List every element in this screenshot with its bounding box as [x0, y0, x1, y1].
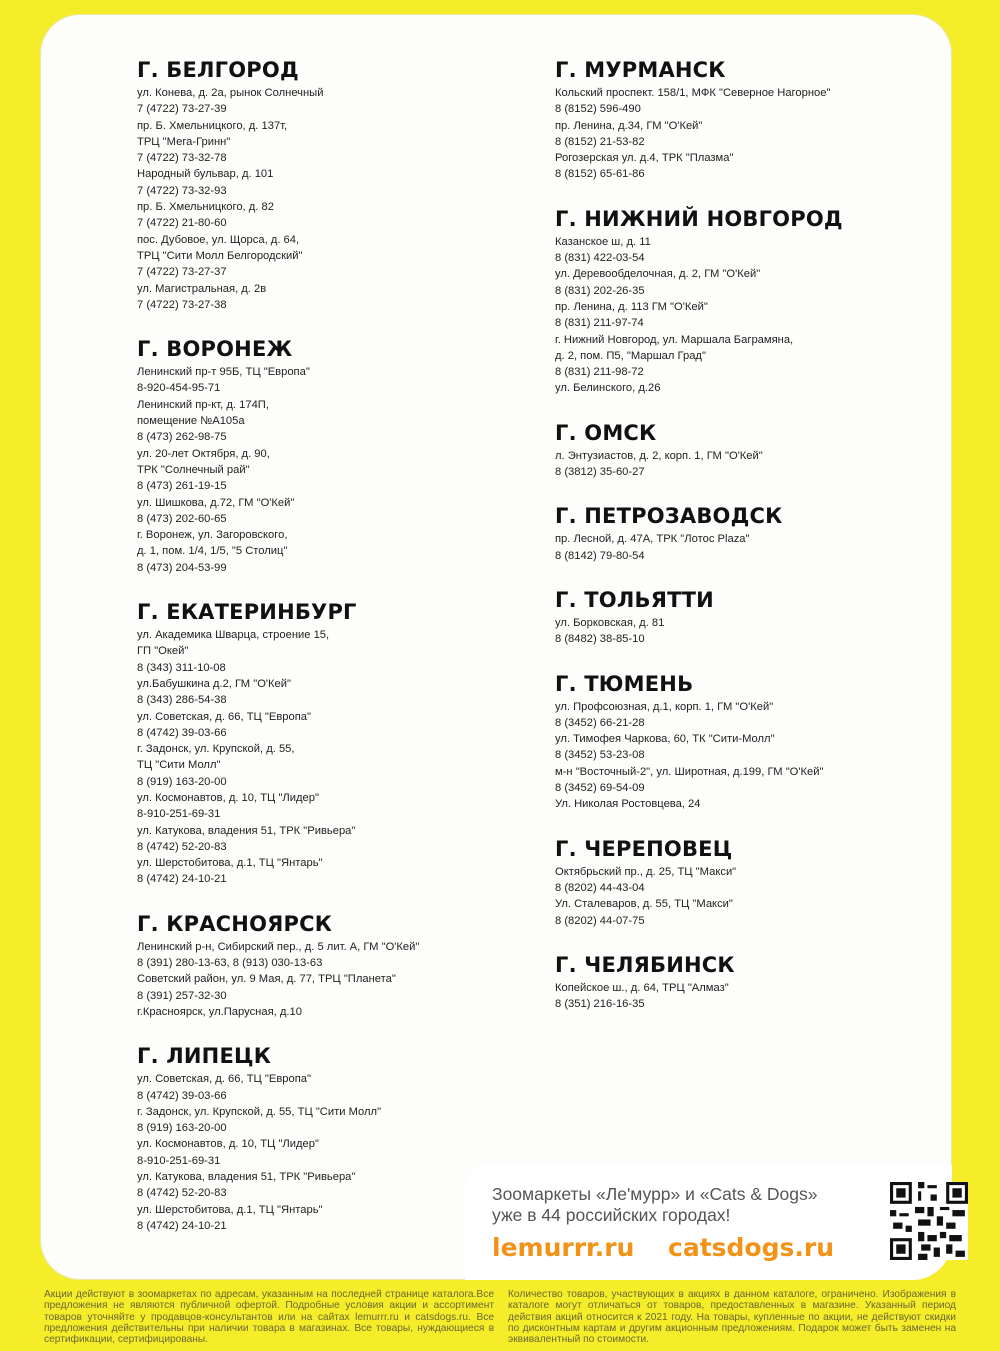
promo-banner — [465, 1165, 952, 1280]
address-line: г. Задонск, ул. Крупской, д. 55, — [137, 743, 295, 756]
lemurrr-site-link[interactable]: lemurrr.ru — [492, 1233, 635, 1262]
address-line: 8 (8152) 596-490 — [555, 103, 641, 116]
address-line: 8 (8482) 38-85-10 — [555, 633, 645, 646]
left-address-column — [137, 58, 467, 1258]
address-line: 8 (831) 211-97-74 — [555, 317, 644, 330]
address-line: 8 (473) 202-60-65 — [137, 512, 227, 525]
city-heading: Г. КРАСНОЯРСК — [137, 911, 333, 936]
city-block — [137, 912, 467, 1020]
city-heading: Г. ЧЕРЕПОВЕЦ — [555, 836, 733, 861]
city-block — [555, 672, 875, 813]
city-block — [555, 837, 875, 929]
address-line: 8 (343) 286-54-38 — [137, 694, 227, 707]
city-heading: Г. ОМСК — [555, 420, 657, 445]
city-block — [555, 588, 875, 648]
city-heading: Г. МУРМАНСК — [555, 58, 726, 82]
address-line: 8 (8152) 21-53-82 — [555, 135, 645, 148]
city-heading: Г. ТОЛЬЯТТИ — [555, 587, 714, 612]
address-line: Копейское ш., д. 64, ТРЦ "Алмаз" — [555, 981, 729, 994]
address-line: 8 (3452) 69-54-09 — [555, 782, 645, 795]
address-line: ул. Профсоюзная, д.1, корп. 1, ГМ "О'Кей" — [555, 700, 774, 713]
city-block — [137, 58, 467, 313]
city-block — [555, 953, 875, 1013]
city-heading: Г. ЛИПЕЦК — [137, 1044, 272, 1069]
address-line: ул. Советская, д. 66, ТЦ "Европа" — [137, 710, 311, 723]
address-line: 8 (391) 280-13-63, 8 (913) 030-13-63 — [137, 957, 323, 970]
address-line: л. Энтузиастов, д. 2, корп. 1, ГМ "О'Кей" — [555, 449, 763, 462]
address-line: пр. Б. Хмельницкого, д. 82 — [137, 201, 274, 214]
address-line: 8 (8202) 44-07-75 — [555, 914, 645, 927]
address-line: 8 (831) 422-03-54 — [555, 252, 645, 265]
address-line: 8 (4742) 52-20-83 — [137, 840, 227, 853]
city-heading: Г. ЕКАТЕРИНБУРГ — [137, 600, 357, 625]
address-line: 7 (4722) 21-80-60 — [137, 217, 227, 230]
address-line: Ленинский пр-кт, д. 174П, — [137, 398, 269, 411]
address-line: 8-910-251-69-31 — [137, 1154, 221, 1167]
address-line: 8 (919) 163-20-00 — [137, 775, 227, 788]
address-line: ТЦ "Сити Молл" — [137, 759, 221, 772]
address-line: 8 (3452) 53-23-08 — [555, 749, 645, 762]
qr-code-icon[interactable] — [890, 1182, 968, 1260]
footnote-left: Акции действуют в зоомаркетах по адресам, указанным на последней странице каталога.Все предложения не являются публичной офертой. Подробные условия акции и ассортимент товаров уточняйте у продавцов-консультантов или на сайтах lemurrr.ru и catsdogs.ru. Все предложения действительны при наличии товара в магазинах. Все товары, нуждающиеся в сертификации, сертифицированы. — [44, 1289, 494, 1346]
address-line: Рогозерская ул. д.4, ТРК "Плазма" — [555, 152, 734, 165]
address-line: 8 (831) 211-98-72 — [555, 366, 644, 379]
catsdogs-site-link[interactable]: catsdogs.ru — [668, 1233, 834, 1262]
address-line: ул. Магистральная, д. 2в — [137, 282, 267, 295]
address-line: 8 (391) 257-32-30 — [137, 989, 227, 1002]
address-line: ул. Космонавтов, д. 10, ТЦ "Лидер" — [137, 1138, 319, 1151]
address-line: 8 (351) 216-16-35 — [555, 998, 645, 1011]
address-line: 8-910-251-69-31 — [137, 808, 221, 821]
address-line: 8 (4742) 39-03-66 — [137, 1089, 227, 1102]
address-line: 8 (919) 163-20-00 — [137, 1122, 227, 1135]
right-address-column — [555, 58, 875, 1036]
address-line: помещение №А105а — [137, 415, 245, 428]
address-line: 8 (831) 202-26-35 — [555, 284, 645, 297]
address-line: д. 1, пом. 1/4, 1/5, "5 Столиц" — [137, 545, 288, 558]
city-heading: Г. БЕЛГОРОД — [137, 58, 299, 82]
address-line: 8 (4742) 24-10-21 — [137, 873, 227, 886]
address-line: 8 (4742) 24-10-21 — [137, 1219, 227, 1232]
address-line: 7 (4722) 73-27-37 — [137, 266, 227, 279]
address-line: 8 (473) 262-98-75 — [137, 431, 227, 444]
city-heading: Г. ВОРОНЕЖ — [137, 337, 293, 362]
address-line: 8 (8142) 79-80-54 — [555, 549, 645, 562]
city-block — [137, 1044, 467, 1234]
address-line: д. 2, пом. П5, "Маршал Град" — [555, 349, 706, 362]
address-line: 7 (4722) 73-27-38 — [137, 298, 227, 311]
address-line: пр. Б. Хмельницкого, д. 137т, — [137, 119, 288, 132]
address-line: ул.Бабушкина д.2, ГМ "О'Кей" — [137, 677, 292, 690]
promo-headline: Зоомаркеты «Ле'мурр» и «Cats & Dogs» — [492, 1184, 818, 1204]
city-block — [137, 337, 467, 576]
city-block — [555, 207, 875, 397]
address-line: 8 (8202) 44-43-04 — [555, 881, 645, 894]
address-line: ул. Советская, д. 66, ТЦ "Европа" — [137, 1073, 311, 1086]
address-line: ул. Конева, д. 2а, рынок Солнечный — [137, 87, 324, 99]
address-line: пр. Лесной, д. 47А, ТРК "Лотос Plaza" — [555, 533, 750, 546]
address-line: 7 (4722) 73-27-39 — [137, 103, 227, 116]
address-line: г. Воронеж, ул. Загоровского, — [137, 529, 288, 542]
address-line: м-н "Восточный-2", ул. Широтная, д.199, ГМ "О'Кей" — [555, 765, 824, 778]
address-line: Ленинский р-н, Сибирский пер., д. 5 лит. А, ГМ "О'Кей" — [137, 940, 420, 953]
address-line: 7 (4722) 73-32-93 — [137, 184, 227, 197]
address-line: Ул. Сталеваров, д. 55, ТЦ "Макси" — [555, 898, 733, 911]
address-line: Октябрьский пр., д. 25, ТЦ "Макси" — [555, 865, 737, 878]
address-line: ул. Борковская, д. 81 — [555, 616, 665, 629]
address-line: ул. Катукова, владения 51, ТРК "Ривьера" — [137, 824, 356, 837]
address-line: Советский район, ул. 9 Мая, д. 77, ТРЦ "Планета" — [137, 973, 396, 986]
address-line: ул. Академика Шварца, строение 15, — [137, 629, 330, 642]
address-line: 8 (4742) 39-03-66 — [137, 726, 227, 739]
address-line: ул. Космонавтов, д. 10, ТЦ "Лидер" — [137, 791, 319, 804]
city-heading: Г. ПЕТРОЗАВОДСК — [555, 504, 783, 529]
address-line: Ленинский пр-т 95Б, ТЦ "Европа" — [137, 366, 310, 379]
address-line: 8-920-454-95-71 — [137, 382, 221, 395]
address-line: пр. Ленина, д. 113 ГМ "О'Кей" — [555, 300, 708, 313]
address-line: 8 (343) 311-10-08 — [137, 661, 226, 674]
address-line: пр. Ленина, д.34, ГМ "О'Кей" — [555, 119, 703, 132]
city-block — [555, 58, 875, 183]
address-line: ул. Шерстобитова, д.1, ТЦ "Янтарь" — [137, 1203, 323, 1216]
address-line: г.Красноярск, ул.Парусная, д.10 — [137, 1005, 302, 1018]
address-line: 8 (4742) 52-20-83 — [137, 1187, 227, 1200]
address-line: 8 (473) 204-53-99 — [137, 561, 227, 574]
city-block — [137, 600, 467, 888]
address-line: ТРК "Солнечный рай" — [137, 463, 250, 476]
address-line: Народный бульвар, д. 101 — [137, 168, 274, 181]
address-line: Казанское ш, д. 11 — [555, 235, 651, 248]
address-line: пос. Дубовое, ул. Щорса, д. 64, — [137, 233, 300, 246]
city-block — [555, 421, 875, 481]
address-line: 8 (473) 261-19-15 — [137, 480, 227, 493]
address-line: 8 (8152) 65-61-86 — [555, 168, 645, 181]
city-heading: Г. ЧЕЛЯБИНСК — [555, 952, 735, 977]
city-block — [555, 504, 875, 564]
city-heading: Г. НИЖНИЙ НОВГОРОД — [555, 206, 843, 231]
footnote-right: Количество товаров, участвующих в акциях в данном каталоге, ограничено. Изображения в каталоге могут отличаться от товаров, предоставленных в магазине. Указанный период действия акций относится к 2021 году. На товары, купленные по акции, не действуют скидки по дисконтным картам и другим акционным предложениям. Подарок может быть заменен на эквивалентный по стоимости. — [508, 1289, 956, 1346]
address-line: 7 (4722) 73-32-78 — [137, 152, 227, 165]
address-line: ул. Тимофея Чаркова, 60, ТК "Сити-Молл" — [555, 733, 775, 746]
address-line: ул. Катукова, владения 51, ТРК "Ривьера" — [137, 1171, 356, 1184]
city-heading: Г. ТЮМЕНЬ — [555, 671, 694, 696]
address-line: ГП "Окей" — [137, 645, 189, 658]
address-line: Кольский проспект. 158/1, МФК "Северное Нагорное" — [555, 87, 831, 99]
address-line: 8 (3812) 35-60-27 — [555, 466, 645, 479]
address-line: ул. Белинского, д.26 — [555, 382, 661, 395]
address-line: г. Задонск, ул. Крупской, д. 55, ТЦ "Сити Молл" — [137, 1105, 382, 1118]
address-line: ул. Деревообделочная, д. 2, ГМ "О'Кей" — [555, 268, 761, 281]
address-line: 8 (3452) 66-21-28 — [555, 716, 645, 729]
address-line: Ул. Николая Ростовцева, 24 — [555, 798, 701, 811]
address-line: ТРЦ "Мега-Гринн" — [137, 135, 231, 148]
address-line: ул. Шишкова, д.72, ГМ "О'Кей" — [137, 496, 295, 509]
promo-subline: уже в 44 российских городах! — [492, 1205, 731, 1225]
address-line: г. Нижний Новгород, ул. Маршала Баграмяна, — [555, 333, 794, 346]
address-line: ТРЦ "Сити Молл Белгородский" — [137, 249, 303, 262]
address-line: ул. Шерстобитова, д.1, ТЦ "Янтарь" — [137, 857, 323, 870]
address-line: ул. 20-лет Октября, д. 90, — [137, 447, 270, 460]
